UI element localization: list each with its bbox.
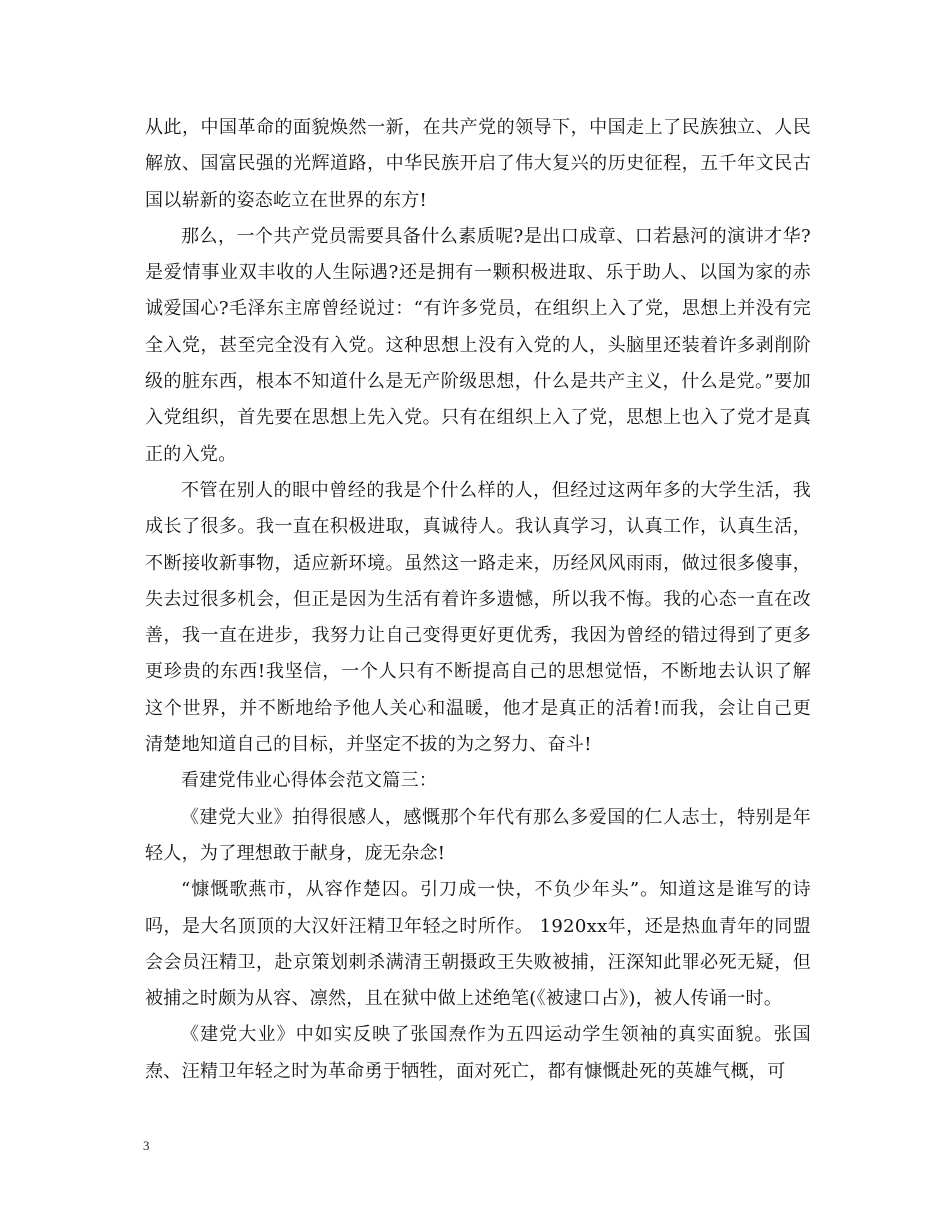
paragraph-2: 那么，一个共产党员需要具备什么素质呢?是出口成章、口若悬河的演讲才华?是爱情事业双丰收的人生际遇?还是拥有一颗积极进取、乐于助人、以国为家的赤诚爱国心?毛泽东主席曾经说过：“有许多党员，在组织上入了党，思想上并没有完全入党，甚至完全没有入党。这种思想上没有入党的人，头脑里还装着许多剥削阶级的脏东西，根本不知道什么是无产阶级思想，什么是共产主义，什么是党。”要加入党组织，首先要在思想上先入党。只有在组织上入了党，思想上也入了党才是真正的入党。	[145, 225, 811, 465]
document-body	[145, 110, 811, 1090]
paragraph-1: 从此，中国革命的面貌焕然一新，在共产党的领导下，中国走上了民族独立、人民解放、国富民强的光辉道路，中华民族开启了伟大复兴的历史征程，五千年文民古国以崭新的姿态屹立在世界的东方!	[145, 117, 811, 211]
paragraph-7: 《建党大业》中如实反映了张国焘作为五四运动学生领袖的真实面貌。张国焘、汪精卫年轻之时为革命勇于牺牲，面对死亡，都有慷慨赴死的英雄气概，可	[145, 1024, 811, 1082]
paragraph-6: “慷慨歌燕市，从容作楚囚。引刀成一快，不负少年头”。知道这是谁写的诗吗，是大名顶顶的大汉奸汪精卫年轻之时所作。 1920xx年，还是热血青年的同盟会会员汪精卫，赴京策划刺杀满清王朝摄政王失败被捕，汪深知此罪必死无疑，但被捕之时颇为从容、凛然，且在狱中做上述绝笔(《被逮口占》)，被人传诵一时。	[145, 879, 811, 1010]
page-number: 3	[143, 1138, 150, 1153]
section-heading: 看建党伟业心得体会范文篇三：	[181, 770, 438, 792]
paragraph-3: 不管在别人的眼中曾经的我是个什么样的人，但经过这两年多的大学生活，我成长了很多。我一直在积极进取，真诚待人。我认真学习，认真工作，认真生活，不断接收新事物，适应新环境。虽然这一路走来，历经风风雨雨，做过很多傻事，失去过很多机会，但正是因为生活有着许多遗憾，所以我不悔。我的心态一直在改善，我一直在进步，我努力让自己变得更好更优秀，我因为曾经的错过得到了更多更珍贵的东西!我坚信，一个人只有不断提高自己的思想觉悟，不断地去认识了解这个世界，并不断地给予他人关心和温暖，他才是真正的活着!而我，会让自己更清楚地知道自己的目标，并坚定不拔的为之努力、奋斗!	[145, 479, 811, 756]
paragraph-5: 《建党大业》拍得很感人，感慨那个年代有那么多爱国的仁人志士，特别是年轻人，为了理想敢于献身，庞无杂念!	[145, 806, 811, 864]
